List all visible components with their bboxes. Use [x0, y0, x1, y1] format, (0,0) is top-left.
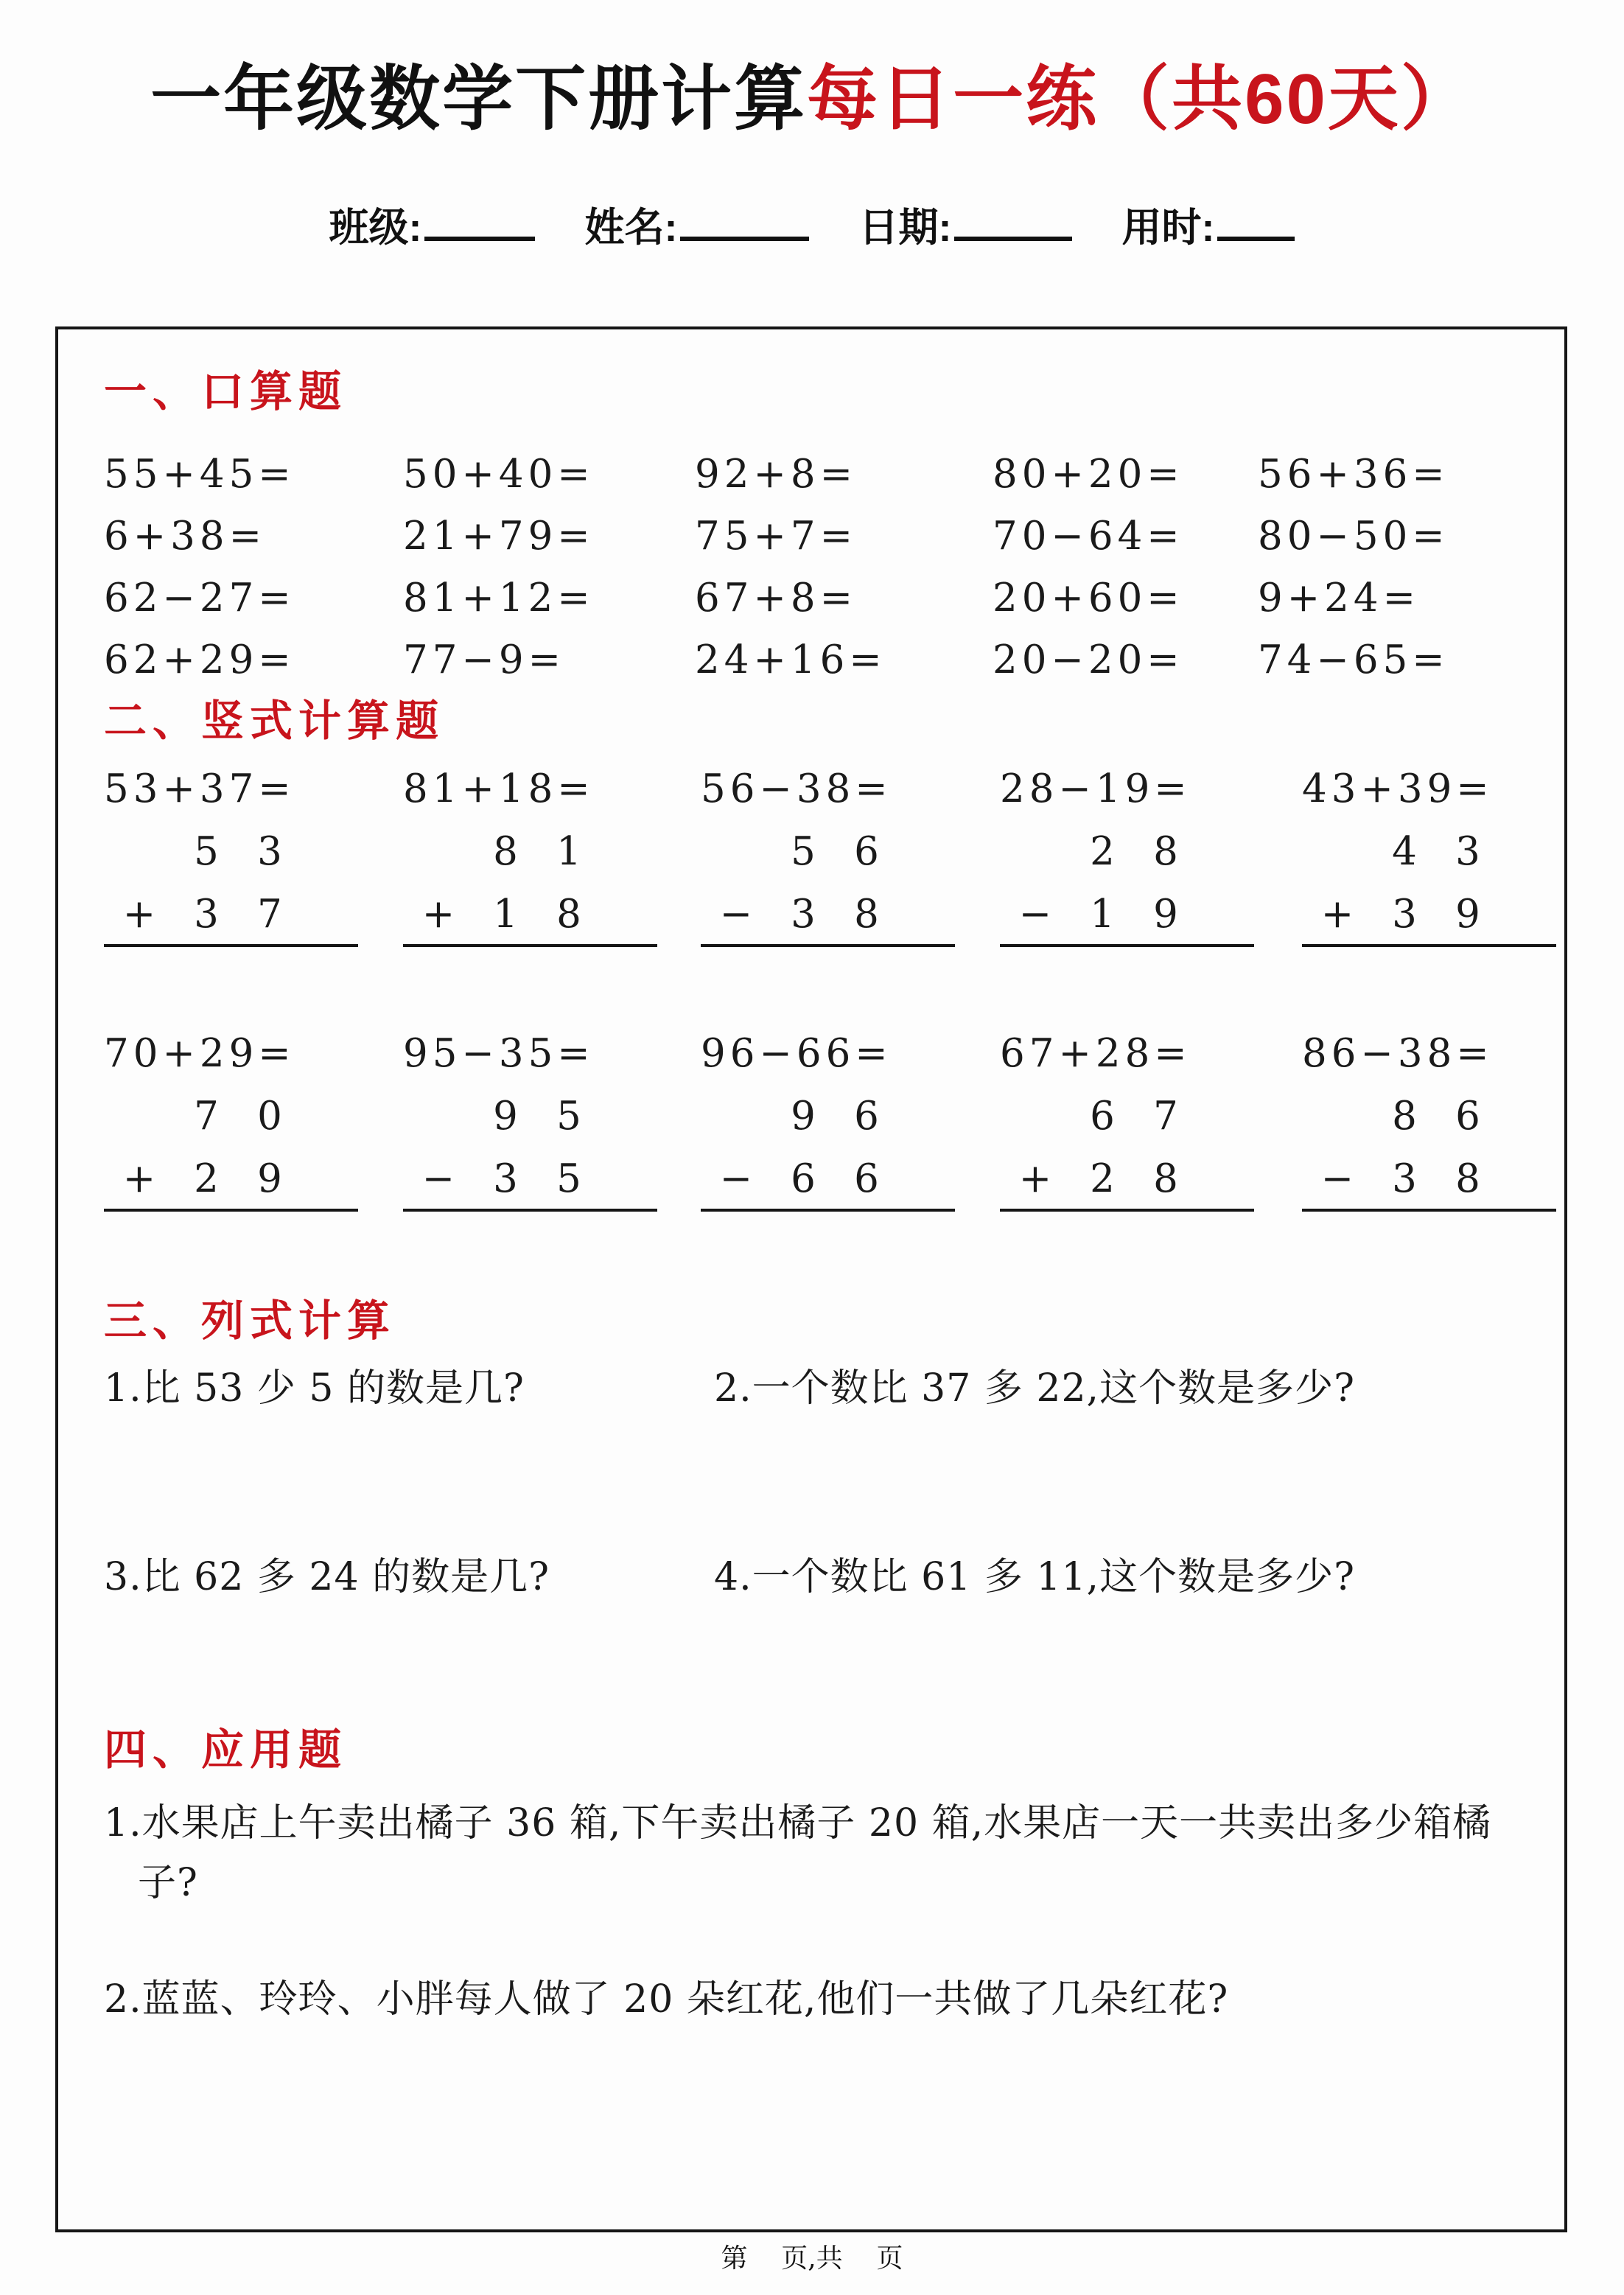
digit: 8 — [854, 892, 879, 937]
time-used-input-blank[interactable] — [1217, 203, 1295, 241]
oral-problem: 24+16= — [695, 638, 886, 682]
vertical-workspace — [104, 1094, 358, 1212]
word-problem: 2.蓝蓝、玲玲、小胖每人做了 20 朵红花,他们一共做了几朵红花? — [104, 1977, 1229, 2022]
operator: + — [1320, 892, 1354, 937]
vertical-problem — [104, 766, 403, 947]
date-input-blank[interactable] — [954, 203, 1072, 241]
digit: 6 — [854, 1094, 879, 1139]
student-info-row — [0, 196, 1624, 253]
vertical-workspace — [701, 829, 955, 947]
digit: 8 — [556, 892, 581, 937]
word-problem: 1.水果店上午卖出橘子 36 箱,下午卖出橘子 20 箱,水果店一天一共卖出多少箱橘子? — [104, 1801, 1492, 1905]
digit: 3 — [257, 829, 282, 874]
digit: 2 — [1090, 1156, 1115, 1201]
digit: 3 — [1455, 829, 1480, 874]
vertical-problem — [1302, 1031, 1556, 1212]
oral-problem: 80+20= — [993, 452, 1184, 497]
digit: 3 — [791, 892, 816, 937]
oral-problems-grid — [104, 452, 1538, 682]
digit: 1 — [493, 892, 518, 937]
operator: + — [122, 892, 156, 937]
name-input-blank[interactable] — [680, 203, 809, 241]
vertical-equation: 96−66= — [701, 1031, 892, 1076]
vertical-equation: 81+18= — [403, 766, 595, 811]
oral-problem: 74−65= — [1258, 638, 1449, 682]
page-title-black: 一年级数学下册计算 — [150, 60, 808, 139]
vertical-problem — [701, 766, 1000, 947]
vertical-equation: 70+29= — [104, 1031, 295, 1076]
section-1-heading: 一、口算题 — [104, 368, 348, 416]
operator: − — [719, 1156, 753, 1201]
operator: − — [719, 892, 753, 937]
class-input-blank[interactable] — [424, 203, 535, 241]
operator: − — [1320, 1156, 1354, 1201]
operator: − — [421, 1156, 455, 1201]
digit: 9 — [257, 1156, 282, 1201]
oral-problem: 9+24= — [1258, 576, 1420, 621]
digit: 8 — [1153, 1156, 1178, 1201]
oral-problem: 50+40= — [403, 452, 595, 497]
oral-problem: 20+60= — [993, 576, 1184, 621]
digit: 7 — [194, 1094, 219, 1139]
oral-problem: 67+8= — [695, 576, 857, 621]
vertical-equation: 67+28= — [1000, 1031, 1191, 1076]
digit: 3 — [1392, 892, 1417, 937]
operator: + — [421, 892, 455, 937]
digit: 9 — [791, 1094, 816, 1139]
vertical-equation: 53+37= — [104, 766, 295, 811]
vertical-workspace — [1302, 829, 1556, 947]
oral-problem: 56+36= — [1258, 452, 1449, 497]
digit: 6 — [1455, 1094, 1480, 1139]
digit: 3 — [194, 892, 219, 937]
digit: 7 — [1153, 1094, 1178, 1139]
vertical-equation: 43+39= — [1302, 766, 1494, 811]
class-field — [329, 196, 536, 253]
vertical-workspace — [1000, 829, 1254, 947]
digit: 6 — [854, 1156, 879, 1201]
digit: 2 — [194, 1156, 219, 1201]
digit: 6 — [854, 829, 879, 874]
vertical-workspace — [1302, 1094, 1556, 1212]
vertical-problem — [1000, 766, 1302, 947]
oral-problem: 21+79= — [403, 514, 595, 559]
vertical-workspace — [403, 1094, 657, 1212]
name-field — [585, 196, 810, 253]
vertical-problems-row-1 — [104, 766, 1538, 947]
expression-problem: 1.比 53 少 5 的数是几? — [104, 1366, 525, 1411]
digit: 2 — [1090, 829, 1115, 874]
vertical-problem — [403, 766, 701, 947]
vertical-equation: 86−38= — [1302, 1031, 1494, 1076]
oral-problem: 62+29= — [104, 638, 295, 682]
digit: 8 — [493, 829, 518, 874]
class-label: 班级: — [329, 206, 422, 251]
page-title — [0, 0, 1624, 140]
worksheet-border-box — [55, 326, 1567, 2232]
digit: 8 — [1392, 1094, 1417, 1139]
page-footer: 第 页,共 页 — [721, 2243, 903, 2274]
oral-problem: 6+38= — [104, 514, 266, 559]
vertical-equation: 28−19= — [1000, 766, 1191, 811]
oral-problem: 77−9= — [403, 638, 565, 682]
expression-problems-grid — [104, 1366, 1538, 1599]
oral-problem: 92+8= — [695, 452, 857, 497]
section-3-heading: 三、列式计算 — [104, 1297, 396, 1345]
digit: 1 — [556, 829, 581, 874]
vertical-workspace — [701, 1094, 955, 1212]
digit: 5 — [791, 829, 816, 874]
operator: − — [1018, 892, 1052, 937]
date-label: 日期: — [858, 206, 952, 251]
digit: 6 — [791, 1156, 816, 1201]
digit: 0 — [257, 1094, 282, 1139]
operator: + — [122, 1156, 156, 1201]
oral-problem: 20−20= — [993, 638, 1184, 682]
digit: 3 — [493, 1156, 518, 1201]
digit: 9 — [1455, 892, 1480, 937]
section-2-heading: 二、竖式计算题 — [104, 697, 445, 745]
expression-problem: 3.比 62 多 24 的数是几? — [104, 1555, 550, 1599]
digit: 5 — [194, 829, 219, 874]
digit: 4 — [1392, 829, 1417, 874]
digit: 6 — [1090, 1094, 1115, 1139]
expression-problem: 2.一个数比 37 多 22,这个数是多少? — [714, 1366, 1355, 1411]
digit: 9 — [1153, 892, 1178, 937]
digit: 8 — [1455, 1156, 1480, 1201]
vertical-problem — [403, 1031, 701, 1212]
vertical-workspace — [104, 829, 358, 947]
operator: + — [1018, 1156, 1052, 1201]
oral-problem: 55+45= — [104, 452, 295, 497]
digit: 3 — [1392, 1156, 1417, 1201]
time-used-label: 用时: — [1121, 206, 1215, 251]
section-4-heading: 四、应用题 — [104, 1726, 348, 1774]
digit: 1 — [1090, 892, 1115, 937]
vertical-problem — [701, 1031, 1000, 1212]
digit: 5 — [556, 1156, 581, 1201]
oral-problem: 81+12= — [403, 576, 595, 621]
expression-problem: 4.一个数比 61 多 11,这个数是多少? — [714, 1555, 1355, 1599]
name-label: 姓名: — [584, 206, 678, 251]
vertical-equation: 95−35= — [403, 1031, 595, 1076]
vertical-problems-row-2 — [104, 1031, 1538, 1212]
vertical-problem — [104, 1031, 403, 1212]
oral-problem: 62−27= — [104, 576, 295, 621]
digit: 7 — [257, 892, 282, 937]
vertical-problem — [1000, 1031, 1302, 1212]
digit: 9 — [493, 1094, 518, 1139]
oral-problem: 75+7= — [695, 514, 857, 559]
page-title-red: 每日一练（共60天） — [807, 60, 1474, 139]
date-field — [859, 196, 1073, 253]
vertical-workspace — [1000, 1094, 1254, 1212]
digit: 8 — [1153, 829, 1178, 874]
time-used-field — [1122, 196, 1295, 253]
vertical-equation: 56−38= — [701, 766, 892, 811]
oral-problem: 80−50= — [1258, 514, 1449, 559]
vertical-workspace — [403, 829, 657, 947]
digit: 5 — [556, 1094, 581, 1139]
oral-problem: 70−64= — [993, 514, 1184, 559]
vertical-problem — [1302, 766, 1556, 947]
